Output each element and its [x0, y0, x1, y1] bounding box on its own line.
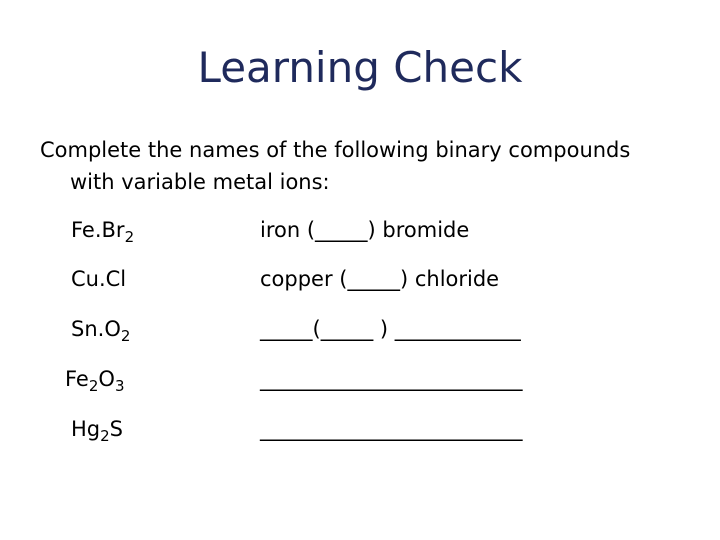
compound-formula	[65, 367, 125, 395]
compound-name-blank: iron (_____) bromide	[260, 218, 470, 242]
instructions-line-2: with variable metal ions:	[70, 170, 330, 194]
slide-title: Learning Check	[197, 43, 523, 92]
formula-part: S	[109, 417, 124, 441]
formula-part: Fe.Br	[71, 218, 125, 242]
formula-subscript: 2	[88, 377, 99, 395]
compound-name-blank: _________________________	[260, 417, 523, 441]
compound-row	[0, 267, 720, 303]
compound-name-blank: copper (_____) chloride	[260, 267, 500, 291]
formula-part: Hg	[71, 417, 101, 441]
formula-subscript: 2	[120, 327, 131, 345]
formula-part: O	[98, 367, 115, 391]
compound-formula	[71, 267, 126, 291]
compound-name-blank: _____(_____ ) ____________	[260, 317, 521, 341]
compound-row	[0, 417, 720, 453]
formula-subscript: 2	[124, 228, 135, 246]
compound-row	[0, 367, 720, 403]
formula-part: Fe	[65, 367, 89, 391]
instructions	[40, 134, 700, 198]
compound-formula	[71, 317, 131, 345]
instructions-line-1: Complete the names of the following binary compounds	[40, 138, 631, 162]
formula-subscript: 3	[114, 377, 125, 395]
compound-row	[0, 218, 720, 254]
compound-formula	[71, 218, 135, 246]
compound-row	[0, 317, 720, 353]
formula-part: Sn.O	[71, 317, 121, 341]
formula-part: Cu.Cl	[71, 267, 127, 291]
compound-name-blank: _________________________	[260, 367, 523, 391]
formula-subscript: 2	[100, 427, 110, 445]
compound-formula	[71, 417, 124, 445]
